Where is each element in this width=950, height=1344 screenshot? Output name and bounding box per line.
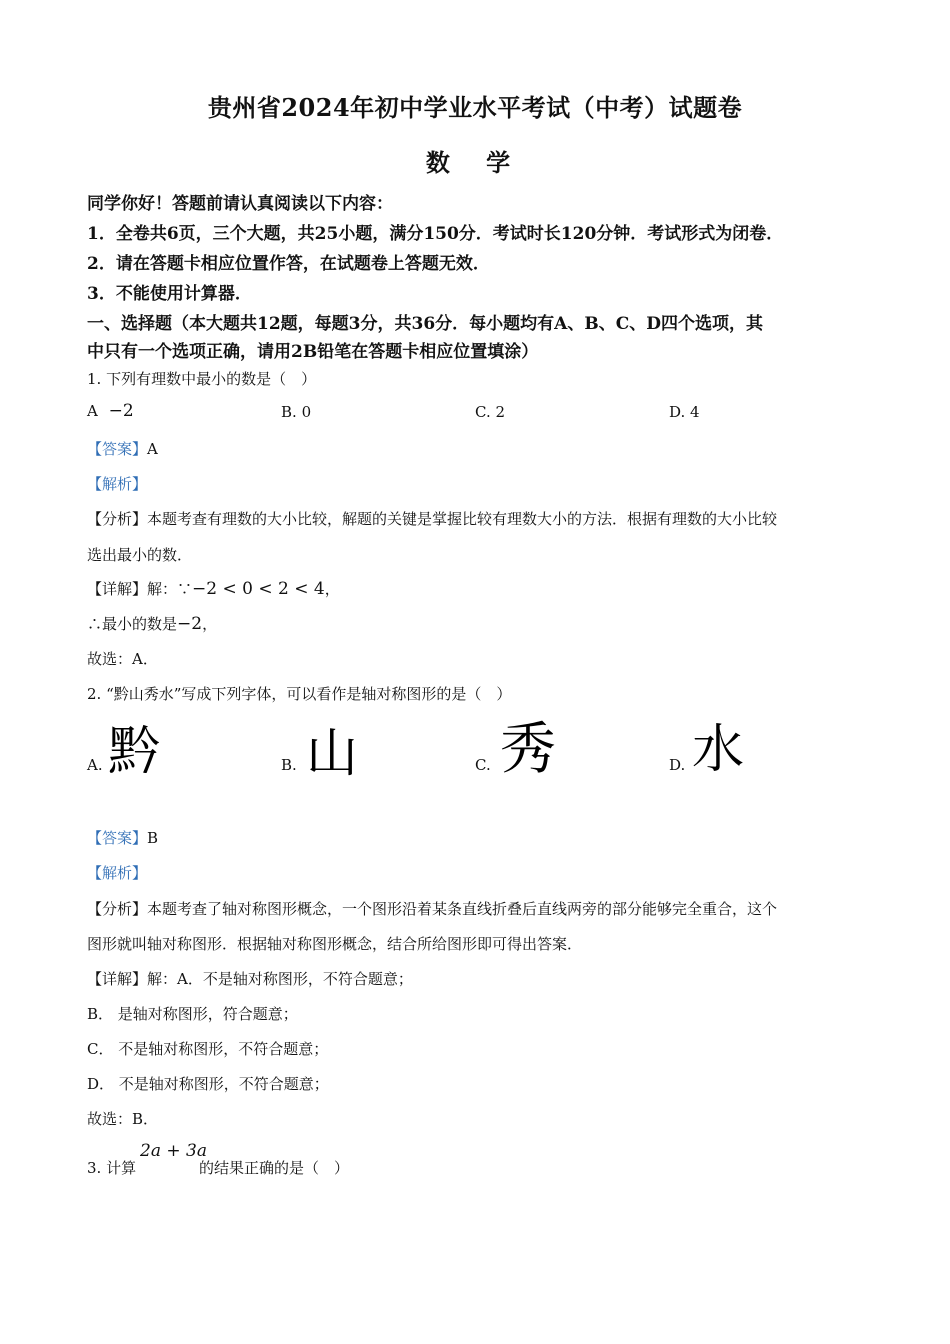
q2-option-a-glyph: 黔 [108,722,161,782]
q1-xiangjie-line [87,578,340,599]
notice-item-3: 3．不能使用计算器． [87,284,252,304]
section-heading-line-2: 中只有一个选项正确，请用2B铅笔在答题卡相应位置填涂） [87,342,539,362]
q3-expression: 2a + 3a [140,1141,207,1161]
subject-title: 数 学 [425,148,525,177]
q2-line-b: B． 是轴对称图形，符合题意； [87,1005,298,1023]
q1-option-d-letter: D. [669,403,686,421]
q1-fenxi-text: 本题考查有理数的大小比较，解题的关键是掌握比较有理数大小的方法．根据有理数的大小比较 [147,510,778,528]
q2-option-c-letter: C. [475,756,491,774]
q1-xiangjie-suffix: ， [324,580,340,598]
q1-choose: 故选：A． [87,650,158,668]
q1-option-b-value: 0 [301,403,312,421]
q3-stem-suffix: 的结果正确的是（ ） [199,1159,350,1177]
q1-answer-line [87,438,158,459]
notice-item-1: 1．全卷共6页，三个大题，共25小题，满分150分．考试时长120分钟．考试形式为闭卷． [87,224,784,244]
q1-conclusion-prefix: ∴最小的数是 [87,615,178,633]
q1-answer-tag: 【答案】 [87,440,148,458]
q2-analysis-tag: 【解析】 [87,864,148,882]
q2-fenxi-tag: 【分析】 [87,900,148,918]
q2-option-b-letter: B. [281,756,297,774]
q1-conclusion-line [87,613,217,634]
q2-fenxi-text: 本题考查了轴对称图形概念，一个图形沿着某条直线折叠后直线两旁的部分能够完全重合，这个 [147,900,778,918]
q2-answer-tag: 【答案】 [87,829,148,847]
q2-line-d: D． 不是轴对称图形，不符合题意； [87,1075,329,1093]
q1-answer: A [147,440,158,458]
exam-title: 贵州省2024年初中学业水平考试（中考）试题卷 [207,93,743,122]
q2-option-d-glyph: 水 [692,720,745,780]
q1-option-c-letter: C. [475,403,491,421]
q1-xiangjie-math: −2 < 0 < 2 < 4 [192,579,325,599]
q2-option-a-letter: A. [87,756,103,774]
q1-analysis-tag: 【解析】 [87,475,148,493]
q1-conclusion-math: −2 [177,614,203,634]
q1-xiangjie-prefix: 解：∵ [147,580,193,598]
q1-option-a-letter: A [87,402,98,420]
q1-stem: 1. 下列有理数中最小的数是（ ） [87,370,317,388]
q2-line-c: C． 不是轴对称图形，不符合题意； [87,1040,329,1058]
q2-option-d-letter: D. [669,756,686,774]
q1-option-b [281,403,311,421]
q2-answer-line [87,827,158,848]
q2-choose: 故选：B． [87,1110,159,1128]
q1-option-c [475,403,505,421]
q1-option-c-value: 2 [495,403,506,421]
q2-stem: 2. “黔山秀水”写成下列字体，可以看作是轴对称图形的是（ ） [87,685,512,703]
q2-xiangjie-tag: 【详解】 [87,970,148,988]
notice-item-2: 2．请在答题卡相应位置作答，在试题卷上答题无效． [87,254,490,274]
q1-xiangjie-tag: 【详解】 [87,580,148,598]
q2-option-c-glyph: 秀 [500,717,556,782]
q1-option-a-value: −2 [108,401,134,421]
q1-option-d [669,403,700,421]
q1-fenxi-line-1 [87,508,777,529]
q3-stem-prefix: 3. 计算 [87,1159,137,1177]
q1-fenxi-tag: 【分析】 [87,510,148,528]
q2-xiangjie-text: 解：A．不是轴对称图形，不符合题意； [147,970,413,988]
q1-option-a [87,401,134,421]
q1-option-b-letter: B. [281,403,297,421]
q1-fenxi-line-2: 选出最小的数． [87,546,193,564]
q2-xiangjie-line [87,968,413,989]
q1-conclusion-suffix: ， [202,615,218,633]
q2-fenxi-line-1 [87,898,777,919]
q2-fenxi-line-2: 图形就叫轴对称图形．根据轴对称图形概念，结合所给图形即可得出答案． [87,935,583,953]
q2-answer: B [147,829,159,847]
q1-option-d-value: 4 [690,403,700,421]
notice-greeting: 同学你好！答题前请认真阅读以下内容： [87,194,393,214]
q2-option-b-glyph: 山 [306,724,359,784]
section-heading-line-1: 一、选择题（本大题共12题，每题3分，共36分．每小题均有A、B、C、D四个选项，其 [87,314,763,334]
